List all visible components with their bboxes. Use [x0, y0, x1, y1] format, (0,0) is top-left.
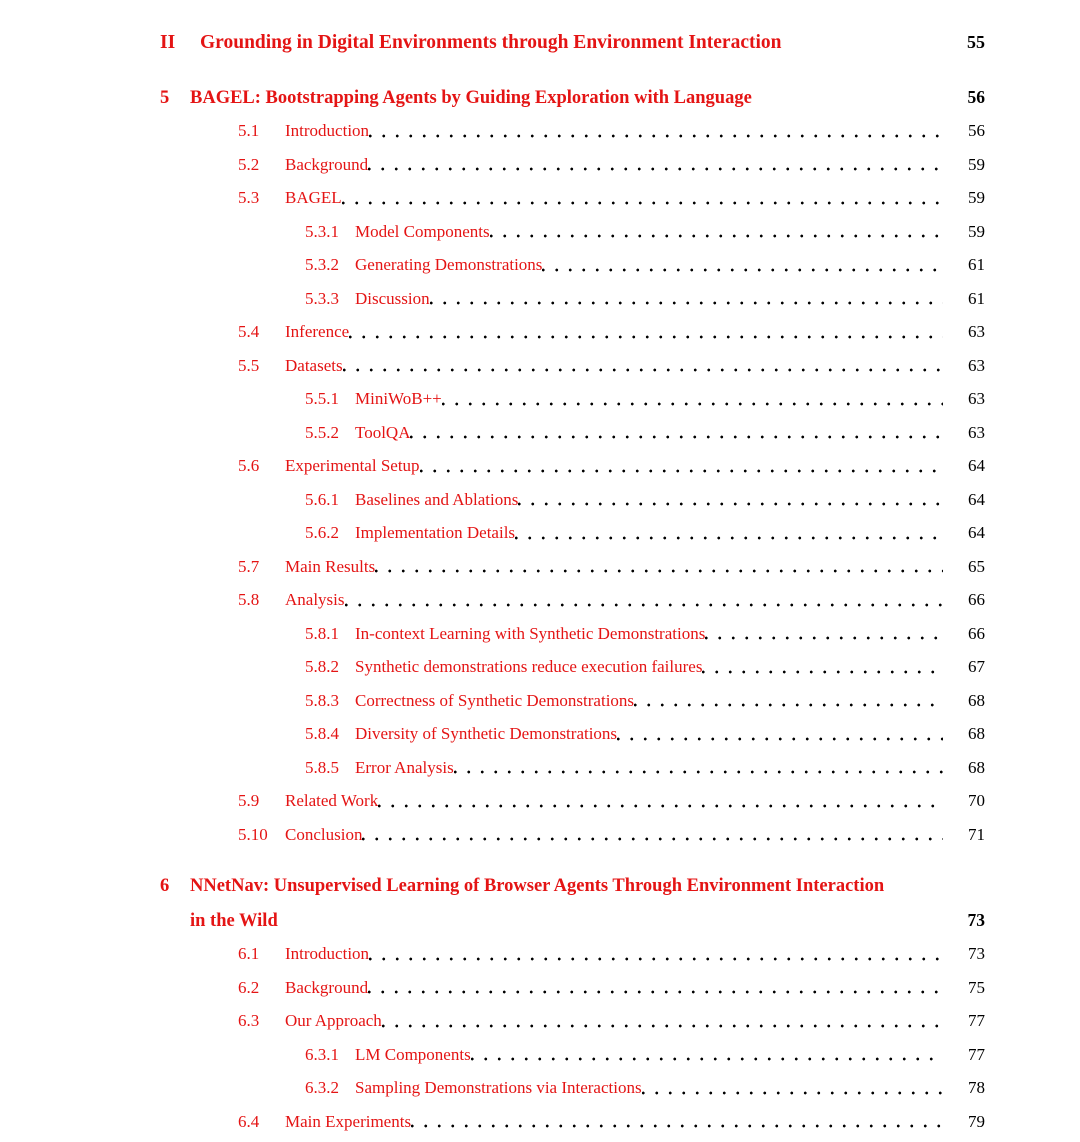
- toc-body: [160, 81, 985, 1139]
- entry-page-number: 66: [968, 623, 985, 643]
- entry-page-number: 68: [968, 724, 985, 743]
- entry-title: Diversity of Synthetic Demonstrations: [355, 724, 618, 743]
- toc-section-entry[interactable]: [160, 818, 985, 852]
- dot-leader: [343, 349, 943, 383]
- toc-section-entry[interactable]: [160, 148, 985, 182]
- part-title: Grounding in Digital Environments through Environment Interaction: [200, 32, 782, 53]
- entry-title: Model Components: [355, 221, 490, 241]
- chapter-block: [160, 81, 985, 852]
- toc-subsection-entry[interactable]: [160, 1038, 985, 1072]
- entry-number: 5.5: [238, 355, 260, 375]
- dot-leader: [345, 583, 944, 617]
- entry-number: 5.9: [238, 791, 260, 810]
- chapter-page-number: 56: [967, 86, 985, 107]
- entry-number: 5.3.1: [305, 221, 339, 241]
- entry-title: Our Approach: [285, 1011, 382, 1030]
- chapter-heading[interactable]: [160, 81, 985, 115]
- dot-leader: [382, 1004, 943, 1038]
- toc-section-entry[interactable]: [160, 550, 985, 584]
- chapter-block: [160, 870, 985, 1138]
- toc-subsection-entry[interactable]: [160, 382, 985, 416]
- dot-leader: [471, 1038, 943, 1072]
- entry-number: 5.6.1: [305, 489, 339, 509]
- toc-subsection-entry[interactable]: [160, 751, 985, 785]
- dot-leader: [342, 181, 943, 215]
- entry-page-number: 56: [968, 121, 985, 140]
- entry-page-number: 68: [968, 757, 985, 777]
- toc-section-entry[interactable]: [160, 114, 985, 148]
- dot-leader: [420, 449, 943, 483]
- toc-subsection-entry[interactable]: [160, 483, 985, 517]
- dot-leader: [705, 617, 943, 651]
- toc-section-entry[interactable]: [160, 583, 985, 617]
- entry-number: 6.3.1: [305, 1044, 339, 1064]
- dot-leader: [702, 650, 943, 684]
- entry-number: 5.8.3: [305, 690, 339, 710]
- part-number: II: [160, 32, 176, 53]
- dot-leader: [518, 483, 943, 517]
- entry-page-number: 63: [968, 355, 985, 375]
- entry-title: Correctness of Synthetic Demonstrations: [355, 690, 635, 710]
- entry-number: 5.10: [238, 824, 268, 844]
- entry-title: LM Components: [355, 1044, 471, 1064]
- entry-page-number: 64: [968, 456, 985, 475]
- entry-title: In-context Learning with Synthetic Demonstrations: [355, 623, 706, 643]
- entry-page-number: 63: [968, 389, 985, 408]
- toc-part-heading[interactable]: [160, 26, 985, 60]
- entry-page-number: 78: [968, 1078, 985, 1097]
- toc-section-entry[interactable]: [160, 1004, 985, 1038]
- entry-page-number: 63: [968, 422, 985, 442]
- toc-subsection-entry[interactable]: [160, 282, 985, 316]
- entry-page-number: 79: [968, 1111, 985, 1131]
- toc-section-entry[interactable]: [160, 315, 985, 349]
- entry-title: Background: [285, 154, 369, 174]
- dot-leader: [410, 416, 943, 450]
- entry-number: 5.7: [238, 556, 260, 576]
- entry-page-number: 75: [968, 977, 985, 997]
- chapter-title-line2: in the Wild: [190, 910, 278, 931]
- entry-number: 5.5.2: [305, 422, 339, 442]
- entry-title: Implementation Details: [355, 523, 516, 542]
- entry-number: 5.1: [238, 121, 260, 140]
- toc-subsection-entry[interactable]: [160, 215, 985, 249]
- entry-page-number: 59: [968, 221, 985, 241]
- entry-number: 6.3.2: [305, 1078, 339, 1097]
- entry-title: MiniWoB++: [355, 389, 442, 408]
- dot-leader: [454, 751, 943, 785]
- entry-page-number: 64: [968, 523, 985, 542]
- entry-page-number: 59: [968, 188, 985, 207]
- dot-leader: [368, 148, 943, 182]
- entry-number: 6.2: [238, 977, 260, 997]
- entry-number: 5.3.3: [305, 288, 339, 308]
- entry-title: Introduction: [285, 944, 370, 963]
- dot-leader: [515, 516, 943, 550]
- dot-leader: [634, 684, 943, 718]
- dot-leader: [349, 315, 943, 349]
- dot-leader: [542, 248, 943, 282]
- dot-leader: [369, 114, 943, 148]
- dot-leader: [617, 717, 943, 751]
- toc-section-entry[interactable]: [160, 181, 985, 215]
- entry-title: Datasets: [285, 355, 343, 375]
- entry-title: Synthetic demonstrations reduce execution failures: [355, 657, 703, 676]
- entry-number: 5.8: [238, 590, 260, 609]
- dot-leader: [642, 1071, 943, 1105]
- toc-subsection-entry[interactable]: [160, 650, 985, 684]
- entry-page-number: 77: [968, 1044, 985, 1064]
- toc-section-entry[interactable]: [160, 937, 985, 971]
- entry-title: Error Analysis: [355, 757, 454, 777]
- toc-section-entry[interactable]: [160, 784, 985, 818]
- entry-page-number: 67: [968, 657, 985, 676]
- entry-page-number: 71: [968, 824, 985, 844]
- entry-title: Analysis: [285, 590, 345, 609]
- entry-title: Sampling Demonstrations via Interactions: [355, 1078, 642, 1097]
- entry-page-number: 63: [968, 322, 985, 341]
- entry-title: Introduction: [285, 121, 370, 140]
- entry-number: 5.3.2: [305, 255, 339, 274]
- dot-leader: [442, 382, 943, 416]
- entry-title: Generating Demonstrations: [355, 255, 543, 274]
- chapter-title: NNetNav: Unsupervised Learning of Browser Agents Through Environment Interaction: [190, 876, 885, 896]
- entry-page-number: 64: [968, 489, 985, 509]
- chapter-page-number: 73: [967, 909, 985, 930]
- entry-title: Main Experiments: [285, 1111, 412, 1131]
- entry-number: 5.8.4: [305, 724, 339, 743]
- entry-number: 5.6.2: [305, 523, 339, 542]
- toc-subsection-entry[interactable]: [160, 717, 985, 751]
- dot-leader: [369, 937, 943, 971]
- chapter-title: BAGEL: Bootstrapping Agents by Guiding Exploration with Language: [190, 87, 752, 108]
- entry-number: 6.4: [238, 1111, 260, 1131]
- entry-title: Inference: [285, 322, 350, 341]
- entry-title: Baselines and Ablations: [355, 489, 519, 509]
- toc-subsection-entry[interactable]: [160, 416, 985, 450]
- entry-title: Experimental Setup: [285, 456, 420, 475]
- entry-title: Discussion: [355, 288, 430, 308]
- dot-leader: [362, 818, 943, 852]
- entry-number: 5.8.5: [305, 757, 339, 777]
- entry-page-number: 77: [968, 1011, 985, 1030]
- dot-leader: [430, 282, 943, 316]
- entry-title: Background: [285, 977, 369, 997]
- entry-number: 5.3: [238, 188, 260, 207]
- entry-page-number: 70: [968, 791, 985, 810]
- toc-subsection-entry[interactable]: [160, 516, 985, 550]
- entry-page-number: 61: [968, 288, 985, 308]
- chapter-number: 5: [160, 87, 170, 108]
- entry-number: 5.8.2: [305, 657, 339, 676]
- entry-page-number: 66: [968, 590, 985, 609]
- entry-title: BAGEL: [285, 188, 342, 207]
- chapter-heading[interactable]: [160, 870, 985, 904]
- dot-leader: [490, 215, 943, 249]
- entry-number: 5.5.1: [305, 389, 339, 408]
- chapter-heading-line2[interactable]: [160, 904, 985, 938]
- dot-leader: [368, 971, 943, 1005]
- entry-page-number: 65: [968, 556, 985, 576]
- toc-subsection-entry[interactable]: [160, 617, 985, 651]
- entry-title: ToolQA: [355, 422, 411, 442]
- entry-title: Related Work: [285, 791, 379, 810]
- entry-page-number: 73: [968, 944, 985, 963]
- entry-page-number: 68: [968, 690, 985, 710]
- entry-number: 5.4: [238, 322, 260, 341]
- toc-section-entry[interactable]: [160, 449, 985, 483]
- toc-subsection-entry[interactable]: [160, 684, 985, 718]
- dot-leader: [375, 550, 943, 584]
- toc-subsection-entry[interactable]: [160, 248, 985, 282]
- entry-number: 5.6: [238, 456, 260, 475]
- toc-section-entry[interactable]: [160, 971, 985, 1005]
- entry-page-number: 59: [968, 154, 985, 174]
- entry-number: 5.2: [238, 154, 260, 174]
- dot-leader: [411, 1105, 943, 1139]
- entry-title: Conclusion: [285, 824, 363, 844]
- toc-section-entry[interactable]: [160, 1105, 985, 1139]
- part-page-number: 55: [967, 32, 985, 52]
- entry-number: 6.1: [238, 944, 260, 963]
- chapter-number: 6: [160, 876, 170, 896]
- dot-leader: [378, 784, 943, 818]
- entry-number: 5.8.1: [305, 623, 339, 643]
- entry-number: 6.3: [238, 1011, 260, 1030]
- entry-page-number: 61: [968, 255, 985, 274]
- toc-subsection-entry[interactable]: [160, 1071, 985, 1105]
- toc-section-entry[interactable]: [160, 349, 985, 383]
- entry-title: Main Results: [285, 556, 376, 576]
